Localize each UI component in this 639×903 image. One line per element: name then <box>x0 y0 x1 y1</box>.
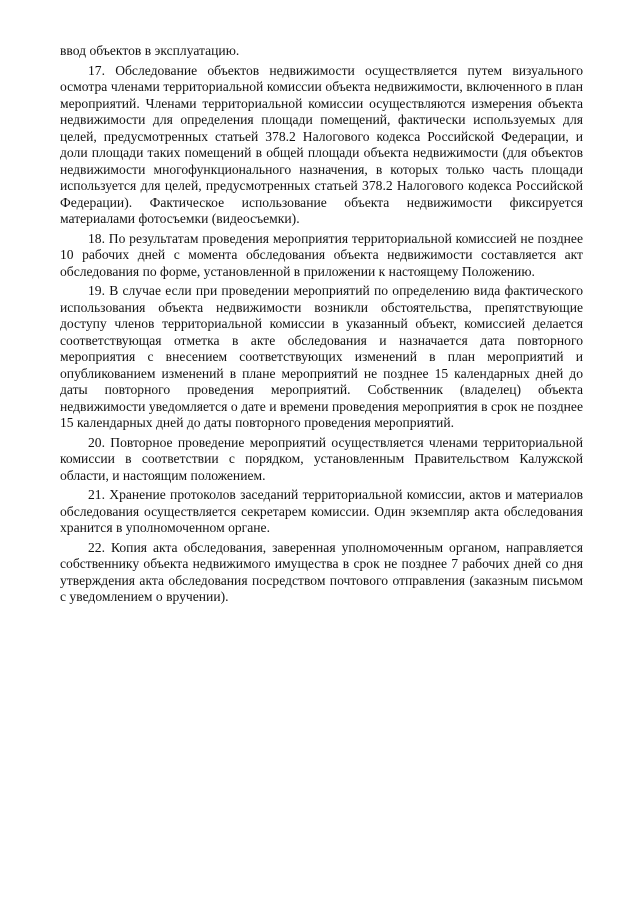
document-page <box>60 43 583 609</box>
paragraph-18: 18. По результатам проведения мероприятия территориальной комиссией не позднее 10 рабочих дней с момента обследования объекта недвижимости составляется акт обследования по форме, установленной в приложении к настоящему Положению. <box>60 230 583 279</box>
paragraph-17: 17. Обследование объектов недвижимости осуществляется путем визуального осмотра членами территориальной комиссии объекта недвижимости, включенного в план мероприятий. Членами территориальной комиссии осуществляются измерения объекта недвижимости для определения площади помещений, фактически используемых для целей, предусмотренных статьей 378.2 Налогового кодекса Российской Федерации, и доли площади таких помещений в общей площади объекта недвижимости (для объектов недвижимости многофункционального назначения, в которых только часть площади используется для целей, предусмотренных статьей 378.2 Налогового кодекса Российской Федерации). Фактическое использование объекта недвижимости фиксируется материалами фотосъемки (видеосъемки). <box>60 62 583 226</box>
paragraph-22: 22. Копия акта обследования, заверенная уполномоченным органом, направляется собственнику объекта недвижимого имущества в срок не позднее 7 рабочих дней со дня утверждения акта обследования посредством почтового отправления (заказным письмом с уведомлением о вручении). <box>60 539 583 604</box>
paragraph-21: 21. Хранение протоколов заседаний территориальной комиссии, актов и материалов обследования осуществляется секретарем комиссии. Один экземпляр акта обследования хранится в уполномоченном органе. <box>60 487 583 535</box>
paragraph-20: 20. Повторное проведение мероприятий осуществляется членами территориальной комиссии в соответствии с порядком, установленным Правительством Калужской области, и настоящим положением. <box>60 434 583 483</box>
paragraph-19: 19. В случае если при проведении мероприятий по определению вида фактического использования объекта недвижимости возникли обстоятельства, препятствующие доступу членов территориальной комиссии в указанный объект, комиссией делается соответствующая отметка в акте обследования и назначается дата повторного мероприятия с внесением соответствующих изменений в план мероприятий и опубликованием изменений в плане мероприятий не позднее 15 календарных дней до даты повторного проведения мероприятий. Собственник (владелец) объекта недвижимости уведомляется о дате и времени проведения мероприятия в срок не позднее 15 календарных дней до даты повторного проведения мероприятий. <box>60 283 583 430</box>
paragraph-16-continuation: ввод объектов в эксплуатацию. <box>60 43 240 58</box>
